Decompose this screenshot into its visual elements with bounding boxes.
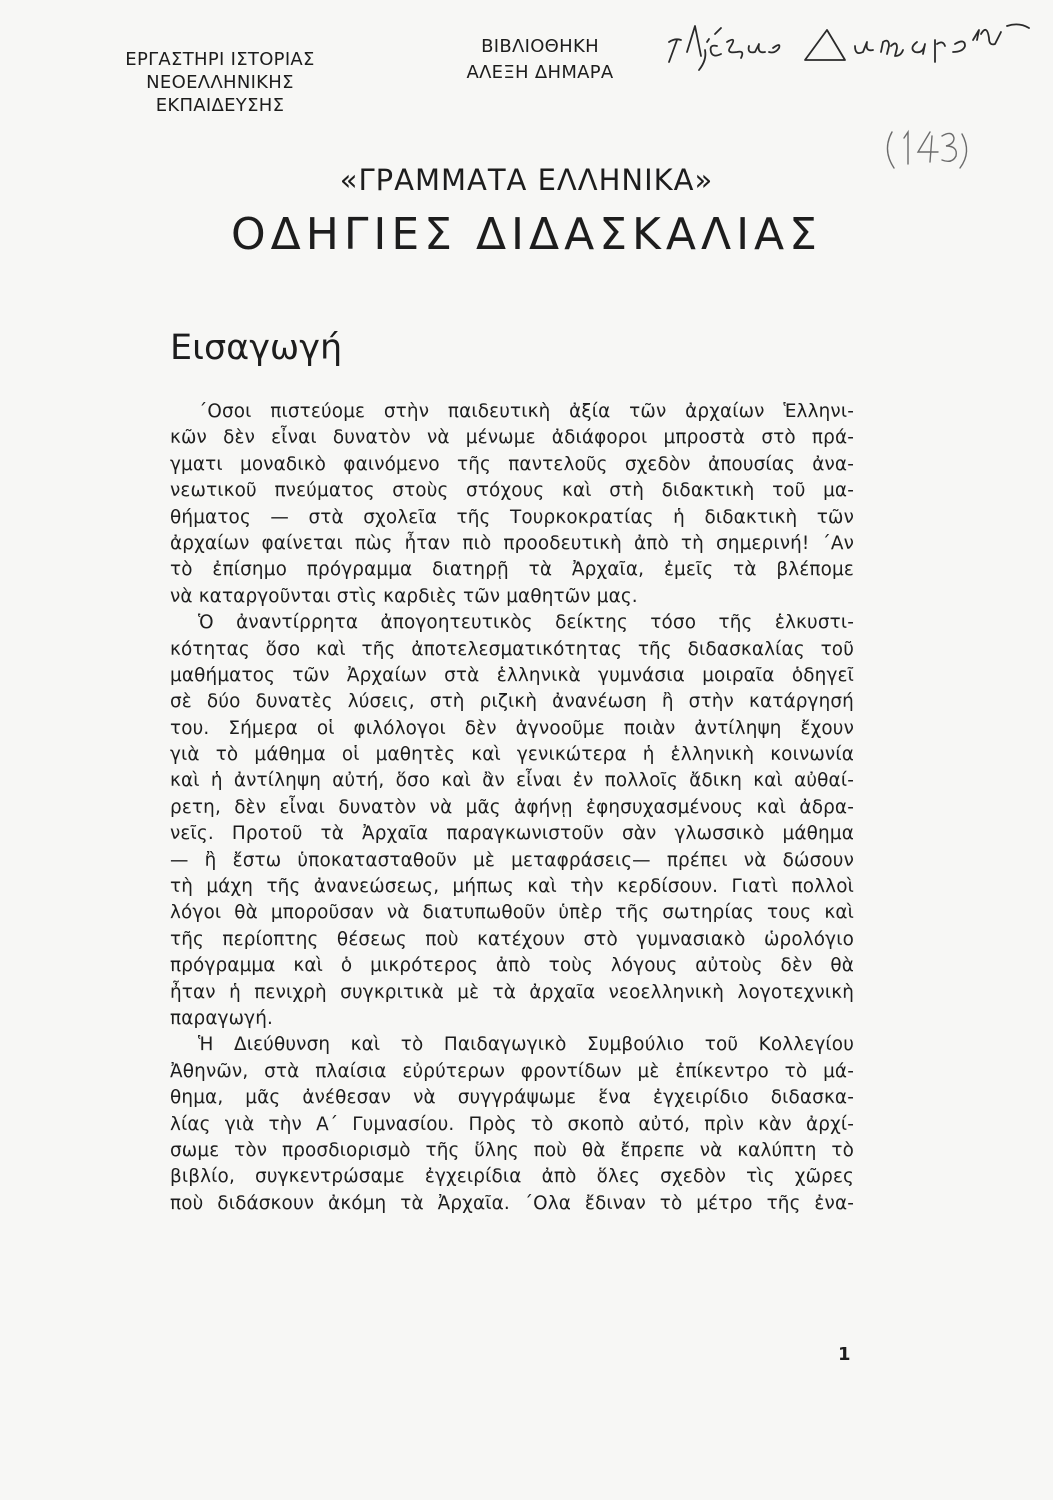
library-stamp-right [440, 34, 640, 86]
stamp-line: ΒΙΒΛΙΟΘΗΚΗ [481, 36, 599, 57]
text-line: θημα, μᾶς ἀνέθεσαν νὰ συγγράψωμε ἕνα ἐγχειρίδιο διδασκα- [170, 1087, 854, 1109]
text-line: Ἡ Διεύθυνση καὶ τὸ Παιδαγωγικὸ Συμβούλιο τοῦ Κολλεγίου [198, 1034, 854, 1056]
text-line: του. Σήμερα οἱ φιλόλογοι δὲν ἀγνοοῦμε ποιὰν ἀντίληψη ἔχουν [170, 717, 854, 739]
text-line: σὲ δύο δυνατὲς λύσεις, στὴ ριζικὴ ἀνανέωση ἢ στὴν κατάργησή [170, 691, 854, 713]
text-line: παραγωγή. [170, 1007, 274, 1029]
text-line: γματι μοναδικὸ φαινόμενο τῆς παντελοῦς σχεδὸν ἀπουσίας ἀνα- [170, 453, 854, 475]
stamp-line: ΝΕΟΕΛΛΗΝΙΚΗΣ [146, 72, 294, 93]
text-line: — ἢ ἔστω ὑποκατασταθοῦν μὲ μεταφράσεις— πρέπει νὰ δώσουν [170, 849, 854, 871]
text-line: Ἀθηνῶν, στὰ πλαίσια εὐρύτερων φροντίδων μὲ ἐπίκεντρο τὸ μά- [170, 1060, 854, 1082]
text-line: τῆς περίοπτης θέσεως ποὺ κατέχουν στὸ γυμνασιακὸ ὡρολόγιο [170, 928, 854, 950]
text-line: βιβλίο, συγκεντρώσαμε ἐγχειρίδια ἀπὸ ὅλες σχεδὸν τὶς χῶρες [170, 1166, 854, 1188]
body-text [170, 399, 854, 1217]
text-line: Ὁ ἀναντίρρητα ἀπογοητευτικὸς δείκτης τόσο τῆς ἑλκυστι- [198, 612, 854, 634]
text-line: ποὺ διδάσκουν ἀκόμη τὰ Ἀρχαῖα. ΄Ολα ἔδιναν τὸ μέτρο τῆς ἐνα- [170, 1192, 854, 1214]
stamp-line: ΑΛΕΞΗ ΔΗΜΑΡΑ [466, 62, 614, 83]
text-line: νὰ καταργοῦνται στὶς καρδιὲς τῶν μαθητῶν μας. [170, 585, 638, 607]
stamp-line: ΕΚΠΑΙΔΕΥΣΗΣ [155, 95, 285, 116]
text-line: πρόγραμμα καὶ ὁ μικρότερος ἀπὸ τοὺς λόγους αὐτοὺς δὲν θὰ [170, 955, 854, 977]
text-line: θήματος — στὰ σχολεῖα τῆς Τουρκοκρατίας ἡ διδακτικὴ τῶν [170, 506, 854, 528]
text-line: ἦταν ἡ πενιχρὴ συγκριτικὰ μὲ τὰ ἀρχαῖα νεοελληνικὴ λογοτεχνικὴ [170, 981, 854, 1003]
document-subtitle: «ΓΡΑΜΜΑΤΑ ΕΛΛΗΝΙΚΑ» [339, 163, 714, 197]
paragraph [170, 610, 854, 1032]
paragraph [170, 1032, 854, 1217]
text-line: γιὰ τὸ μάθημα οἱ μαθητὲς καὶ γενικώτερα ἡ ἑλληνικὴ κοινωνία [170, 744, 854, 766]
text-line: τὴ μάχη τῆς ἀνανεώσεως, μήπως καὶ τὴν κερδίσουν. Γιατὶ πολλοὶ [170, 876, 854, 898]
text-line: κότητας ὅσο καὶ τῆς ἀποτελεσματικότητας τῆς διδασκαλίας τοῦ [170, 638, 854, 660]
text-line: ρετη, δὲν εἶναι δυνατὸν νὰ μᾶς ἀφήνῃ ἐφησυχασμένους καὶ ἀδρα- [170, 796, 854, 818]
section-heading: Εισαγωγή [170, 328, 343, 368]
library-stamp-left [100, 48, 340, 117]
handwritten-signature [655, 12, 1045, 82]
text-line: νεωτικοῦ πνεύματος στοὺς στόχους καὶ στὴ διδακτικὴ τοῦ μα- [170, 480, 854, 502]
paragraph [170, 399, 854, 610]
text-line: σωμε τὸν προσδιορισμὸ τῆς ὕλης ποὺ θὰ ἔπρεπε νὰ καλύπτη τὸ [170, 1139, 854, 1161]
text-line: κῶν δὲν εἶναι δυνατὸν νὰ μένωμε ἀδιάφοροι μπροστὰ στὸ πρά- [170, 427, 854, 449]
text-line: ἀρχαίων φαίνεται πὼς ἦταν πιὸ προοδευτικὴ ἀπὸ τὴ σημερινή! ΄Αν [170, 532, 854, 554]
page-number: 1 [838, 1344, 851, 1365]
text-line: νεῖς. Προτοῦ τὰ Ἀρχαῖα παραγκωνιστοῦν σὰν γλωσσικὸ μάθημα [170, 823, 854, 845]
text-line: λόγοι θὰ μποροῦσαν νὰ διατυπωθοῦν ὑπὲρ τῆς σωτηρίας τους καὶ [170, 902, 854, 924]
text-line: λίας γιὰ τὴν Α΄ Γυμνασίου. Πρὸς τὸ σκοπὸ αὐτό, πρὶν κὰν ἀρχί- [170, 1113, 854, 1135]
text-line: ΄Οσοι πιστεύομε στὴν παιδευτικὴ ἀξία τῶν ἀρχαίων Ἑλληνι- [198, 401, 854, 422]
stamp-line: ΕΡΓΑΣΤΗΡΙ ΙΣΤΟΡΙΑΣ [125, 49, 315, 70]
text-line: τὸ ἐπίσημο πρόγραμμα διατηρῇ τὰ Ἀρχαῖα, ἐμεῖς τὰ βλέπομε [170, 559, 854, 581]
text-line: μαθήματος τῶν Ἀρχαίων στὰ ἑλληνικὰ γυμνάσια μοιραῖα ὁδηγεῖ [170, 664, 854, 686]
text-line: καὶ ἡ ἀντίληψη αὐτή, ὅσο καὶ ἂν εἶναι ἐν πολλοῖς ἄδικη καὶ αὐθαί- [170, 770, 854, 792]
document-title: ΟΔΗΓΙΕΣ ΔΙΔΑΣΚΑΛΙΑΣ [231, 209, 822, 260]
